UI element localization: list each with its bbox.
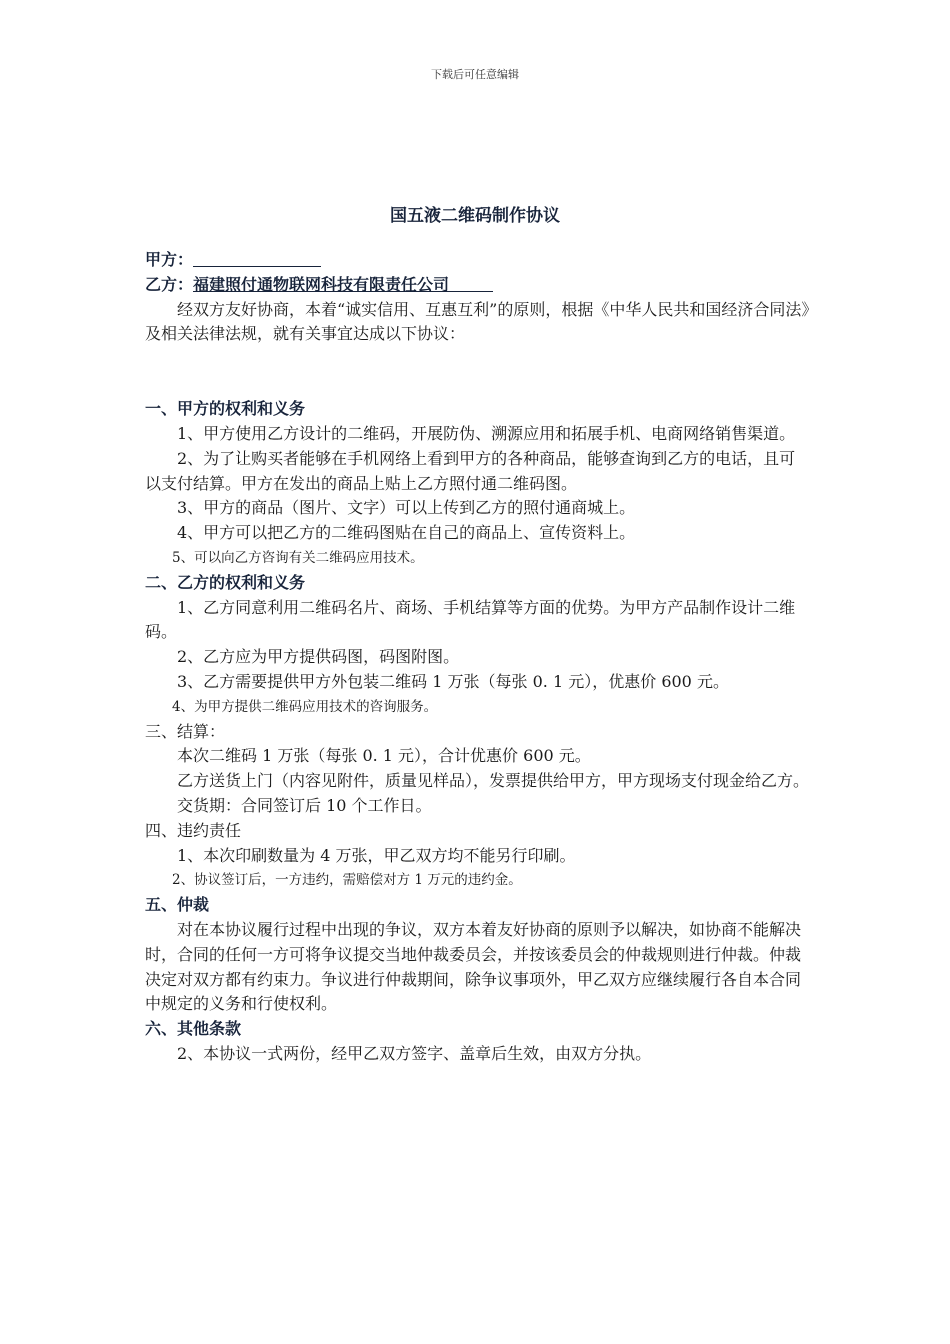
section-heading-arbitration: 五、仲裁 [145, 895, 210, 915]
section-heading-other-terms: 六、其他条款 [145, 1019, 242, 1039]
document-title: 国五液二维码制作协议 [390, 206, 560, 226]
section-heading-breach: 四、违约责任 [145, 820, 242, 840]
s3-item-1: 本次二维码 1 万张（每张 0. 1 元），合计优惠价 600 元。 [177, 746, 591, 766]
s1-item-2: 2、为了让购买者能够在手机网络上看到甲方的各种商品，能够查询到乙方的电话，且可以支付结算。甲方在发出的商品上贴上乙方照付通二维码图。 [145, 448, 796, 493]
s3-item-2: 乙方送货上门（内容见附件，质量见样品），发票提供给甲方，甲方现场支付现金给乙方。 [177, 771, 810, 791]
s1-item-4: 4、甲方可以把乙方的二维码图贴在自己的商品上、宣传资料上。 [177, 523, 636, 543]
document-body [145, 248, 810, 1067]
s2-item-3: 3、乙方需要提供甲方外包装二维码 1 万张（每张 0. 1 元），优惠价 600 元。 [177, 671, 729, 691]
header-note: 下载后可任意编辑 [431, 68, 519, 81]
intro-paragraph: 经双方友好协商，本着“诚实信用、互惠互利”的原则，根据《中华人民共和国经济合同法》及相关法律法规，就有关事宜达成以下协议： [145, 299, 810, 344]
s1-item-3: 3、甲方的商品（图片、文字）可以上传到乙方的照付通商城上。 [177, 498, 636, 518]
s6-item-1: 2、本协议一式两份，经甲乙双方签字、盖章后生效，由双方分执。 [177, 1043, 652, 1063]
s2-item-4: 4、为甲方提供二维码应用技术的咨询服务。 [172, 698, 438, 715]
party-b-label: 乙方： [145, 274, 194, 294]
spacer [145, 347, 810, 397]
s2-item-2: 2、乙方应为甲方提供码图，码图附图。 [177, 647, 460, 667]
party-a-line [145, 248, 810, 273]
s1-item-5: 5、可以向乙方咨询有关二维码应用技术。 [172, 549, 424, 566]
party-a-blank[interactable] [193, 250, 321, 267]
party-b-line [145, 273, 810, 298]
party-a-label: 甲方： [145, 250, 194, 269]
party-b-name: 福建照付通物联网科技有限责任公司 [193, 274, 450, 294]
s3-item-3: 交货期：合同签订后 10 个工作日。 [177, 795, 432, 815]
s1-item-1: 1、甲方使用乙方设计的二维码，开展防伪、溯源应用和拓展手机、电商网络销售渠道。 [177, 423, 796, 443]
s5-item-1: 对在本协议履行过程中出现的争议，双方本着友好协商的原则予以解决，如协商不能解决时，合同的任何一方可将争议提交当地仲裁委员会，并按该委员会的仲裁规则进行仲裁。仲裁决定对双方都有约束力。争议进行仲裁期间，除争议事项外，甲乙双方应继续履行各自本合同中规定的义务和行使权利。 [145, 919, 802, 1014]
s2-item-1: 1、乙方同意利用二维码名片、商场、手机结算等方面的优势。为甲方产品制作设计二维码。 [145, 597, 796, 642]
s4-item-2: 2、协议签订后，一方违约，需赔偿对方 1 万元的违约金。 [172, 872, 522, 889]
section-heading-party-b: 二、乙方的权利和义务 [145, 572, 306, 592]
section-heading-party-a: 一、甲方的权利和义务 [145, 399, 306, 419]
party-b-tail-blank [449, 275, 493, 292]
s4-item-1: 1、本次印刷数量为 4 万张，甲乙双方均不能另行印刷。 [177, 845, 576, 865]
section-heading-settlement: 三、结算： [145, 721, 226, 741]
